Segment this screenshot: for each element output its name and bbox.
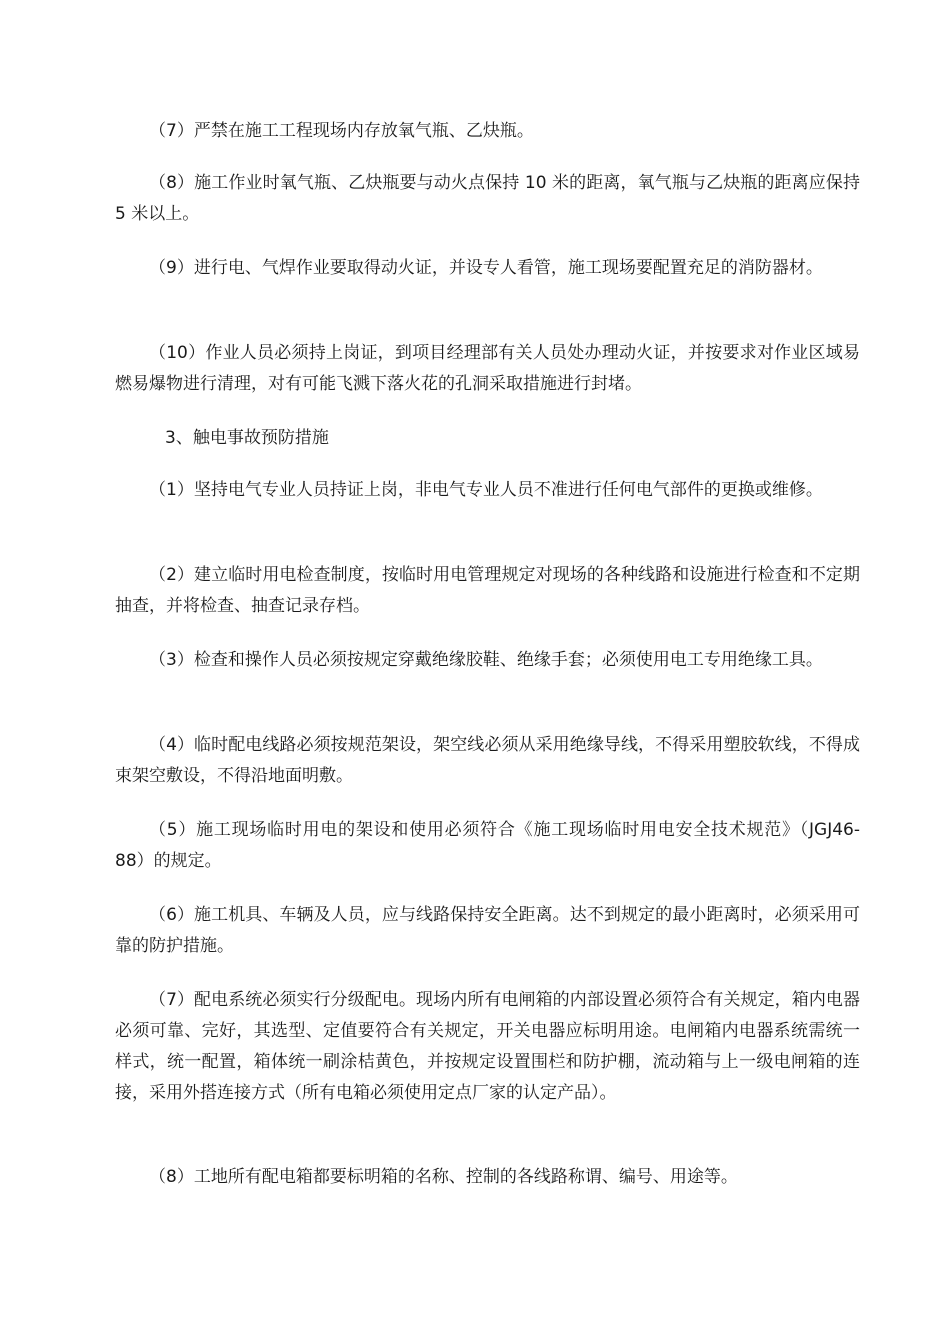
paragraph-10-worker-certificate: （10）作业人员必须持上岗证，到项目经理部有关人员处办理动火证，并按要求对作业区域易燃易爆物进行清理，对有可能飞溅下落火花的孔洞采取措施进行封堵。	[115, 343, 860, 394]
paragraph-6-safe-distance: （6）施工机具、车辆及人员，应与线路保持安全距离。达不到规定的最小距离时，必须采用可靠的防护措施。	[115, 905, 860, 956]
paragraph-8-distance: （8）施工作业时氧气瓶、乙炔瓶要与动火点保持 10 米的距离，氧气瓶与乙炔瓶的距离应保持 5 米以上。	[115, 173, 860, 224]
paragraph-7-distribution-system: （7）配电系统必须实行分级配电。现场内所有电闸箱的内部设置必须符合有关规定，箱内电器必须可靠、完好，其选型、定值要符合有关规定，开关电器应标明用途。电闸箱内电器系统需统一样式，统一配置，箱体统一刷涂桔黄色，并按规定设置围栏和防护棚，流动箱与上一级电闸箱的连接，采用外搭连接方式（所有电箱必须使用定点厂家的认定产品）。	[115, 990, 860, 1103]
paragraph-9-hot-work-permit: （9）进行电、气焊作业要取得动火证，并设专人看管，施工现场要配置充足的消防器材。	[149, 258, 823, 278]
paragraph-4-wiring-rules: （4）临时配电线路必须按规范架设，架空线必须从采用绝缘导线，不得采用塑胶软线，不得成束架空敷设，不得沿地面明敷。	[115, 735, 860, 786]
section-heading-electric-shock: 3、触电事故预防措施	[165, 428, 329, 448]
paragraph-1-electrician-cert: （1）坚持电气专业人员持证上岗，非电气专业人员不准进行任何电气部件的更换或维修。	[149, 480, 823, 500]
paragraph-3-insulation-gear: （3）检查和操作人员必须按规定穿戴绝缘胶鞋、绝缘手套；必须使用电工专用绝缘工具。	[149, 650, 823, 670]
paragraph-8-box-labeling: （8）工地所有配电箱都要标明箱的名称、控制的各线路称谓、编号、用途等。	[149, 1167, 738, 1187]
paragraph-2-inspection-system: （2）建立临时用电检查制度，按临时用电管理规定对现场的各种线路和设施进行检查和不定期抽查，并将检查、抽查记录存档。	[115, 565, 860, 616]
paragraph-7-oxygen-storage: （7）严禁在施工工程现场内存放氧气瓶、乙炔瓶。	[149, 121, 534, 141]
paragraph-5-standard-compliance: （5）施工现场临时用电的架设和使用必须符合《施工现场临时用电安全技术规范》（JGJ46-88）的规定。	[115, 820, 860, 871]
